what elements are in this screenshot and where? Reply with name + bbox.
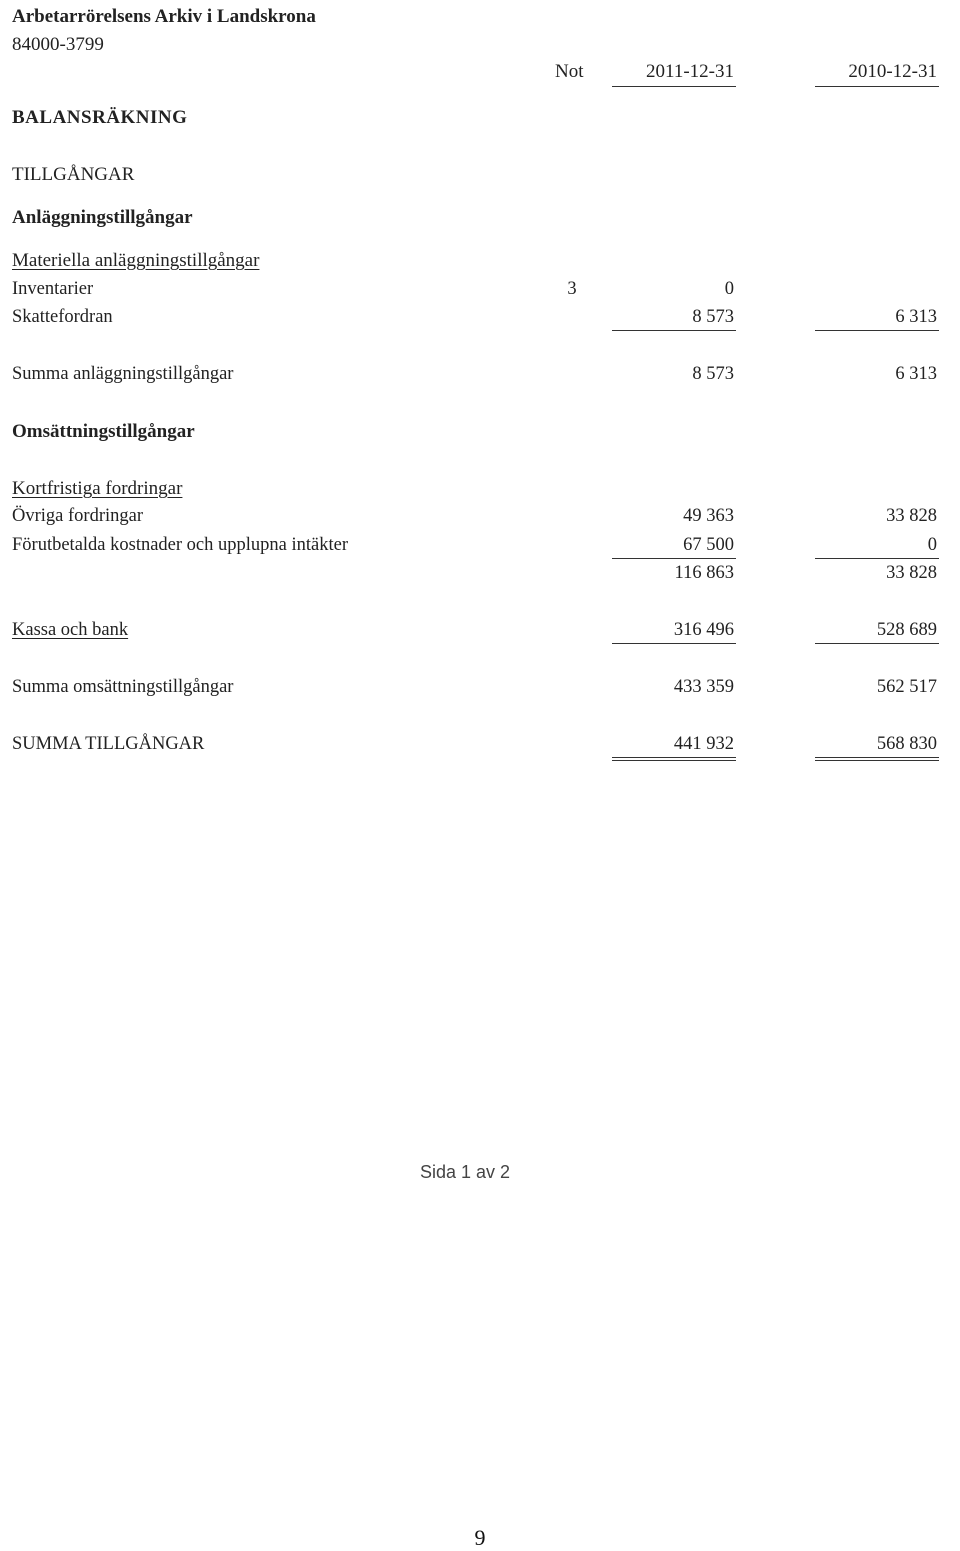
receivables-line-previous bbox=[815, 558, 939, 559]
section-fixed-assets: Anläggningstillgångar bbox=[12, 207, 193, 228]
row-current-inventarier: 0 bbox=[724, 279, 734, 299]
row-current-skattefordran: 8 573 bbox=[692, 307, 734, 327]
row-label-forutbetalda: Förutbetalda kostnader och upplupna intäkter bbox=[12, 535, 348, 555]
section-current-assets: Omsättningstillgångar bbox=[12, 421, 195, 442]
row-current-forutbetalda: 67 500 bbox=[683, 535, 734, 555]
receivables-line-current bbox=[612, 558, 736, 559]
column-header-previous-year: 2010-12-31 bbox=[848, 61, 937, 82]
row-current-summa-tillgangar: 441 932 bbox=[673, 734, 734, 754]
organization-name: Arbetarrörelsens Arkiv i Landskrona bbox=[12, 6, 316, 27]
row-previous-summa-anlaggning: 6 313 bbox=[895, 364, 937, 384]
page-title: BALANSRÄKNING bbox=[12, 107, 188, 128]
page-info: Sida 1 av 2 bbox=[419, 1162, 511, 1182]
row-current-summa-anlaggning: 8 573 bbox=[692, 364, 734, 384]
total-double-line-current bbox=[612, 757, 736, 761]
row-label-skattefordran: Skattefordran bbox=[12, 307, 113, 327]
row-previous-summa-omsattning: 562 517 bbox=[876, 677, 937, 697]
row-label-kassa-och-bank: Kassa och bank bbox=[12, 620, 129, 640]
row-label-summa-omsattning: Summa omsättningstillgångar bbox=[12, 677, 234, 697]
header-underline-current bbox=[612, 86, 736, 87]
section-tangible-assets: Materiella anläggningstillgångar bbox=[12, 250, 260, 271]
section-assets: TILLGÅNGAR bbox=[12, 164, 135, 185]
row-label-ovriga-fordringar: Övriga fordringar bbox=[12, 506, 143, 526]
row-previous-ovriga-fordringar: 33 828 bbox=[886, 506, 937, 526]
row-current-subtotal-fordringar: 116 863 bbox=[674, 563, 734, 583]
subtotal-line-current bbox=[612, 330, 736, 331]
section-short-receivables: Kortfristiga fordringar bbox=[12, 478, 183, 499]
row-previous-subtotal-fordringar: 33 828 bbox=[886, 563, 937, 583]
row-current-kassa-och-bank: 316 496 bbox=[673, 620, 734, 640]
row-current-summa-omsattning: 433 359 bbox=[673, 677, 734, 697]
column-header-current-year: 2011-12-31 bbox=[646, 61, 734, 82]
row-note-inventarier: 3 bbox=[567, 279, 577, 299]
row-previous-skattefordran: 6 313 bbox=[895, 307, 937, 327]
row-previous-forutbetalda: 0 bbox=[927, 535, 937, 555]
total-double-line-previous bbox=[815, 757, 939, 761]
row-previous-summa-tillgangar: 568 830 bbox=[876, 734, 937, 754]
cash-line-previous bbox=[815, 643, 939, 644]
subtotal-line-previous bbox=[815, 330, 939, 331]
column-header-note: Not bbox=[555, 61, 584, 82]
header-underline-previous bbox=[815, 86, 939, 87]
row-label-summa-anlaggning: Summa anläggningstillgångar bbox=[12, 364, 234, 384]
row-label-summa-tillgangar: SUMMA TILLGÅNGAR bbox=[12, 734, 205, 754]
row-previous-kassa-och-bank: 528 689 bbox=[876, 620, 937, 640]
organization-number: 84000-3799 bbox=[12, 34, 104, 55]
row-current-ovriga-fordringar: 49 363 bbox=[683, 506, 734, 526]
page-number: 9 bbox=[474, 1525, 486, 1550]
cash-line-current bbox=[612, 643, 736, 644]
row-label-inventarier: Inventarier bbox=[12, 279, 94, 299]
